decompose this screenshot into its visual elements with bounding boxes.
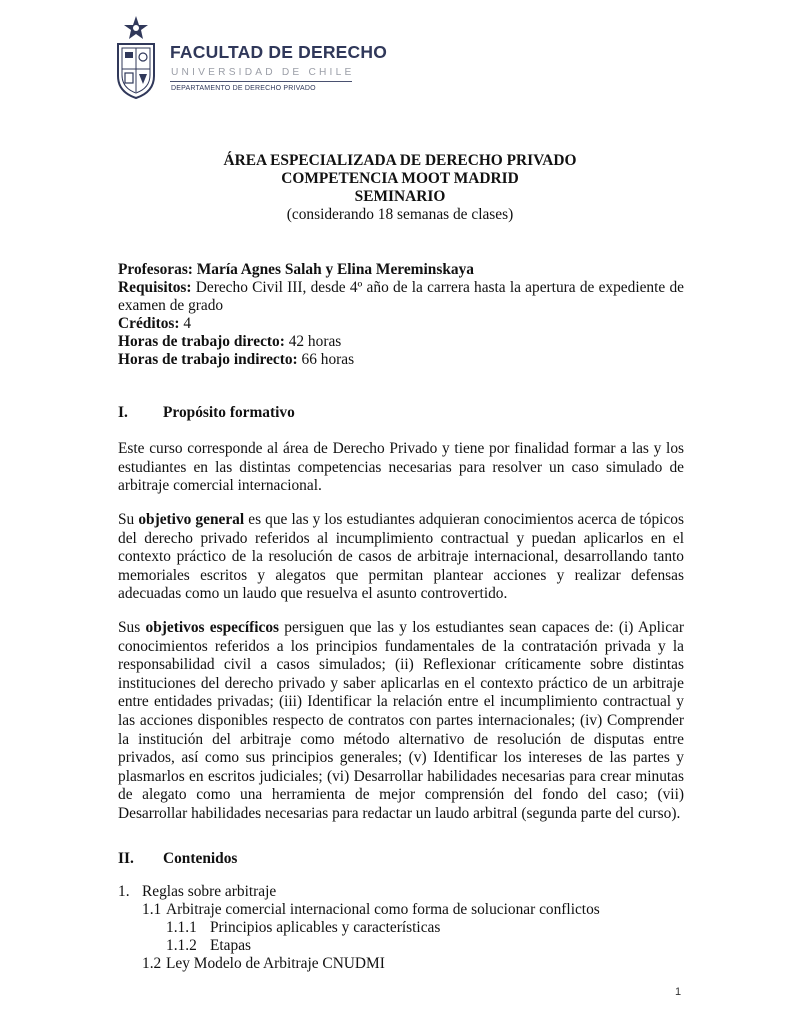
indirect-hours-label: Horas de trabajo indirecto: [118,351,298,368]
list-item: 1.2 Ley Modelo de Arbitraje CNUDMI [142,955,385,972]
section-1-title: Propósito formativo [163,404,295,421]
page-number: 1 [675,986,682,998]
specific-objectives-term: objetivos específicos [145,619,280,636]
specific-objectives-paragraph: Sus objetivos específicos persiguen que las y los estudiantes sean capaces de: (i) Aplicar conocimientos referidos a los principios fundamentales de la contratación privada y la responsabilidad civil a casos simulados; (ii) Reflexionar críticamente sobre distintas instituciones del derecho privado y saber aplicarlas en el contexto práctico de un arbitraje entre entidades privadas; (iii) Identificar la relación entre el incumplimiento contractual y las acciones disponibles respecto de contratos con partes internacionales; (iv) Comprender la institución del arbitraje como método alternativo de resolución de disputas entre privados, así como sus principios generales; (v) Identificar los intereses de las partes y plasmarlos en escritos judiciales; (vi) Desarrollar habilidades necesarias para crear minutas de alegato como una herramienta de mejor comprensión del fondo del caso; (vii) Desarrollar habilidades necesarias para redactar un laudo arbitral (segunda parte del curso). [118,619,684,822]
purpose-paragraph: Este curso corresponde al área de Derecho Privado y tiene por finalidad formar a las y los estudiantes en las distintas competencias necesarias para resolver un caso simulado de arbitraje comercial internacional. [118,440,684,495]
direct-hours-label: Horas de trabajo directo: [118,333,285,350]
section-1-number: I. [118,404,128,421]
course-info [118,261,684,369]
list-item: 1. Reglas sobre arbitraje [118,883,277,900]
credits-label: Créditos: [118,315,180,332]
indirect-hours-value: 66 horas [297,351,355,368]
section-2-title: Contenidos [163,850,238,867]
faculty-logo [112,14,388,100]
logo-faculty-name: FACULTAD DE DERECHO [170,42,388,62]
title-competition: COMPETENCIA MOOT MADRID [281,170,519,187]
requirements-value: Derecho Civil III, desde 4º año de la carrera hasta la apertura de expediente de examen de grado [118,279,684,314]
title-weeks-note: (considerando 18 semanas de clases) [286,206,514,223]
section-2-number: II. [118,850,134,867]
general-objective-term: objetivo general [138,511,245,528]
list-item: 1.1 Arbitraje comercial internacional como forma de solucionar conflictos [142,901,600,918]
credits-value: 4 [179,315,192,332]
logo-university-name: UNIVERSIDAD DE CHILE [171,67,355,78]
section-1-heading [118,404,295,422]
requirements-label: Requisitos: [118,279,192,296]
logo-divider [170,81,352,82]
title-area: ÁREA ESPECIALIZADA DE DERECHO PRIVADO [223,152,577,169]
section-2-heading [118,850,237,868]
list-item: 1.1.2 Etapas [166,937,252,954]
list-item: 1.1.1 Principios aplicables y características [166,919,441,936]
logo-department-name: DEPARTAMENTO DE DERECHO PRIVADO [171,85,316,92]
document-title [0,152,800,224]
general-objective-paragraph: Su objetivo general es que las y los estudiantes adquieran conocimientos acerca de tópicos del derecho privado referidos al incumplimiento contractual y puedan aplicarlos en el contexto práctico de la resolución de casos de arbitraje internacional, desarrollando tanto memoriales escritos y alegatos que permitan plantear acciones y realizar defensas adecuadas como un laudo que resuelva el asunto controvertido. [118,511,684,603]
title-seminar: SEMINARIO [354,188,446,205]
direct-hours-value: 42 horas [284,333,342,350]
professors: Profesoras: María Agnes Salah y Elina Mereminskaya [118,261,474,278]
university-seal-icon [112,14,160,100]
